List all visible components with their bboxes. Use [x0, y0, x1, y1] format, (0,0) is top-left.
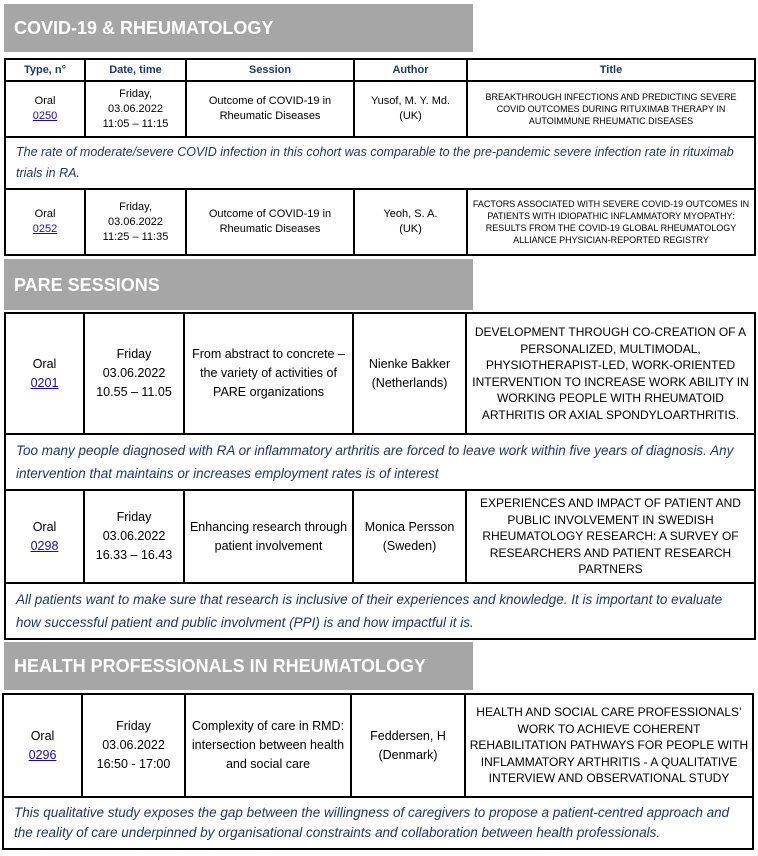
date: 03.06.2022 — [102, 529, 166, 543]
presentation-type: Oral — [34, 95, 56, 107]
day: Friday — [116, 347, 152, 361]
type-cell — [5, 81, 85, 137]
note-row — [5, 434, 755, 490]
date-cell — [82, 694, 185, 797]
schedule-table — [2, 693, 754, 850]
presentation-type: Oral — [34, 208, 56, 220]
title-cell: DEVELOPMENT THROUGH CO-CREATION OF A PERSONALIZED, MULTIMODAL, PHYSIOTHERAPIST-LED, WORK-ORIENTED INTERVENTION TO INCREASE WORK ABILITY IN WORKING PEOPLE WITH RHEUMATOID ARTHRITIS OR AXIAL SPONDYLOARTHRITIS. — [466, 313, 755, 434]
type-cell — [5, 490, 84, 583]
summary-note: This qualitative study exposes the gap between the willingness of caregivers to propose a patient-centred approach and the reality of care underpinned by organisational constraints and collaboration between health professionals. — [3, 797, 753, 849]
author-cell — [354, 81, 467, 137]
author-cell — [351, 694, 465, 797]
presentation-type: Oral — [32, 356, 57, 371]
abstract-link[interactable]: 0296 — [28, 747, 57, 762]
header-author: Author — [354, 59, 467, 81]
abstract-link[interactable]: 0298 — [30, 538, 59, 553]
section-title: PARE SESSIONS — [14, 274, 160, 295]
day: Friday, — [119, 87, 152, 100]
summary-note: All patients want to make sure that research is inclusive of their experiences and knowledge. It is important to evaluate how successful patient and public involvment (PPI) is and how impactful it is. — [5, 583, 755, 639]
title-cell: HEALTH AND SOCIAL CARE PROFESSIONALS’ WORK TO ACHIEVE COHERENT REHABILITATION PATHWAYS FOR PEOPLE WITH INFLAMMATORY ARTHRITIS - A QUALITATIVE INTERVIEW AND OBSERVATIONAL STUDY — [465, 694, 753, 797]
author-name: Monica Persson — [364, 519, 455, 534]
time: 11:05 – 11:15 — [102, 117, 169, 130]
date-cell — [84, 490, 184, 583]
section-banner — [4, 259, 473, 310]
table-row — [5, 81, 755, 137]
time: 10.55 – 11.05 — [96, 385, 172, 399]
title-cell: BREAKTHROUGH INFECTIONS AND PREDICTING SEVERE COVID OUTCOMES DURING RITUXIMAB THERAPY IN AUTOIMMUNE RHEUMATIC DISEASES — [467, 81, 755, 137]
day: Friday — [116, 719, 151, 733]
abstract-link[interactable]: 0250 — [32, 110, 58, 122]
section-banner — [4, 4, 473, 52]
header-type: Type, n° — [5, 59, 85, 81]
header-date: Date, time — [85, 59, 186, 81]
time: 11:25 – 11:35 — [102, 230, 169, 243]
table-row — [5, 189, 755, 255]
title-cell: EXPERIENCES AND IMPACT OF PATIENT AND PUBLIC INVOLVEMENT IN SWEDISH RHEUMATOLOGY RESEARCH: A SURVEY OF RESEARCHERS AND PATIENT RESEARCH PARTNERS — [466, 490, 755, 583]
presentation-type: Oral — [30, 728, 55, 743]
author-country: (UK) — [399, 223, 422, 235]
session-cell: Outcome of COVID-19 in Rheumatic Diseases — [186, 189, 354, 255]
day: Friday — [116, 510, 152, 524]
type-cell — [5, 189, 85, 255]
section-banner — [4, 642, 473, 690]
date: 03.06.2022 — [107, 102, 164, 115]
time: 16:50 - 17:00 — [96, 757, 171, 771]
title-cell: FACTORS ASSOCIATED WITH SEVERE COVID-19 OUTCOMES IN PATIENTS WITH IDIOPATHIC INFLAMMATORY MYOPATHY: RESULTS FROM THE COVID-19 GLOBAL RHEUMATOLOGY ALLIANCE PHYSICIAN-REPORTED REGISTRY — [467, 189, 755, 255]
date-cell — [85, 189, 186, 255]
session-cell: Outcome of COVID-19 in Rheumatic Diseases — [186, 81, 354, 137]
section-title: HEALTH PROFESSIONALS IN RHEUMATOLOGY — [14, 656, 427, 676]
note-row — [5, 583, 755, 639]
author-name: Feddersen, H — [370, 728, 446, 743]
author-country: (Netherlands) — [371, 375, 448, 390]
summary-note: Too many people diagnosed with RA or inflammatory arthritis are forced to leave work within five years of diagnosis. Any intervention that maintains or increases employment rates is of interest — [5, 434, 755, 490]
note-row — [5, 137, 755, 189]
session-cell: Complexity of care in RMD: intersection between health and social care — [185, 694, 351, 797]
schedule-table — [4, 58, 756, 256]
date-cell — [84, 313, 184, 434]
summary-note: The rate of moderate/severe COVID infection in this cohort was comparable to the pre-pandemic severe infection rate in rituximab trials in RA. — [5, 137, 755, 189]
type-cell — [3, 694, 82, 797]
header-title: Title — [467, 59, 755, 81]
table-row — [5, 313, 755, 434]
author-name: Yusof, M. Y. Md. — [370, 95, 451, 107]
type-cell — [5, 313, 84, 434]
note-row — [3, 797, 753, 849]
author-cell — [353, 313, 466, 434]
date: 03.06.2022 — [102, 366, 166, 380]
presentation-type: Oral — [32, 519, 57, 534]
session-cell: From abstract to concrete – the variety of activities of PARE organizations — [184, 313, 353, 434]
day: Friday, — [119, 200, 152, 213]
time: 16.33 – 16.43 — [95, 548, 173, 562]
date-cell — [85, 81, 186, 137]
abstract-link[interactable]: 0201 — [30, 375, 59, 390]
author-country: (Denmark) — [378, 747, 438, 762]
section-title: COVID-19 & RHEUMATOLOGY — [14, 18, 274, 38]
header-session: Session — [186, 59, 354, 81]
author-cell — [353, 490, 466, 583]
date: 03.06.2022 — [107, 215, 164, 228]
table-row — [3, 694, 753, 797]
author-name: Nienke Bakker — [368, 356, 451, 371]
table-header-row — [5, 59, 755, 81]
table-row — [5, 490, 755, 583]
schedule-table — [4, 312, 756, 640]
session-cell: Enhancing research through patient involvement — [184, 490, 353, 583]
author-country: (Sweden) — [382, 538, 437, 553]
author-name: Yeoh, S. A. — [383, 208, 438, 220]
abstract-link[interactable]: 0252 — [32, 223, 58, 235]
author-cell — [354, 189, 467, 255]
date: 03.06.2022 — [102, 738, 165, 752]
author-country: (UK) — [399, 110, 422, 122]
